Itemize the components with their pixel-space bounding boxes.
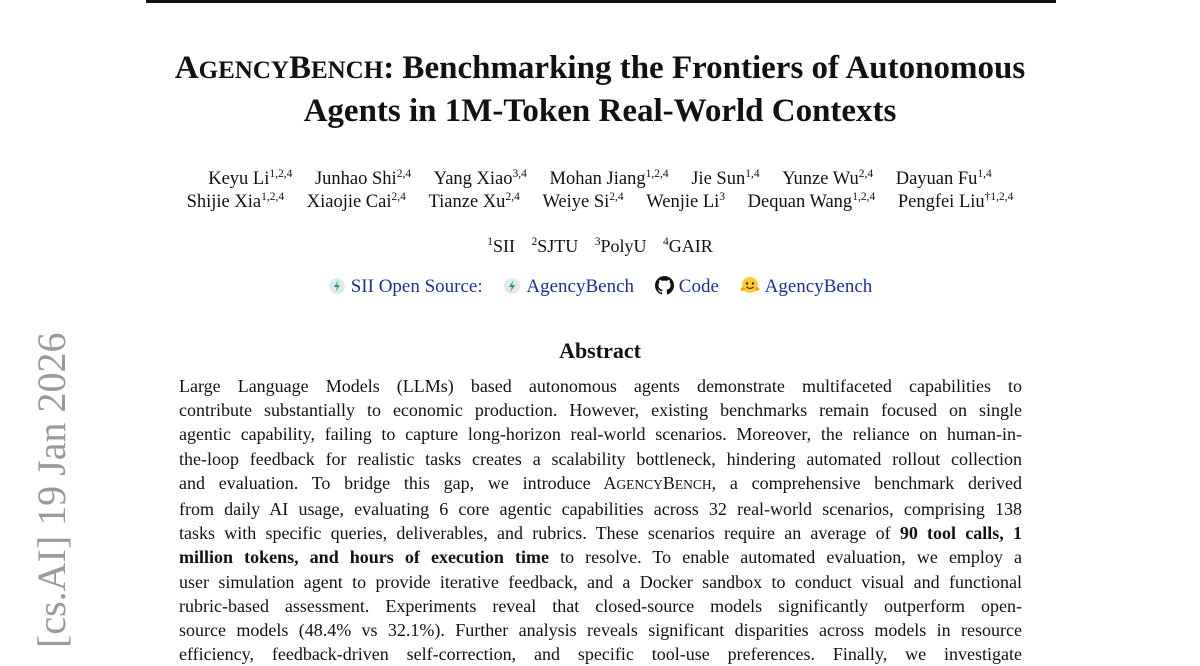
author-list (0, 168, 1200, 214)
abstract-line: efficiency, feedback-driven self-correction, and specific tool-use preferences. Finally, we investigate (179, 644, 1022, 665)
author: Wenjie Li$^3$ (646, 191, 726, 212)
author: Mohan Jiang$^{1,2,4}$ (549, 168, 669, 189)
abstract-line: from daily AI usage, evaluating 6 core agentic capabilities across 32 real-world scenarios, comprising 138 (179, 499, 1022, 520)
author: Keyu Li$^{1,2,4}$ (208, 168, 293, 189)
author: Xiaojie Cai$^{2,4}$ (306, 191, 406, 212)
abstract-line: Large Language Models (LLMs) based autonomous agents demonstrate multifaceted capabilities to (179, 376, 1022, 396)
author: Yunze Wu$^{2,4}$ (782, 168, 874, 189)
affiliation: $^4$GAIR (663, 236, 713, 256)
sii-logo-icon (503, 277, 521, 295)
abstract-line: contribute substantially to economic production. However, existing benchmarks remain focused on single (179, 400, 1022, 421)
abstract-line: rubric-based assessment. Experiments reveal that closed-source models significantly outperform open- (179, 595, 1022, 616)
huggingface-agencybench-link[interactable]: AgencyBench (740, 276, 873, 297)
author: Yang Xiao$^{3,4}$ (433, 168, 527, 189)
title-line-2: Agents in 1M-Token Real-World Contexts (303, 93, 897, 129)
code-link[interactable]: Code (655, 276, 724, 297)
author: Shijie Xia$^{1,2,4}$ (186, 191, 285, 212)
author: Junhao Shi$^{2,4}$ (314, 168, 412, 189)
author: Dayuan Fu$^{1,4}$ (895, 168, 992, 189)
title-name-smallcaps: GENCY (198, 57, 289, 84)
abstract-line: million tokens, and hours of execution time to resolve. To enable automated evaluation, we employ a (179, 547, 1023, 568)
arxiv-stamp: [cs.AI] 19 Jan 2026 (29, 332, 74, 648)
affiliation: $^1$SII (487, 236, 515, 256)
affiliation: $^3$PolyU (594, 236, 647, 256)
author: Pengfei Liu$^{\dagger 1,2,4}$ (897, 191, 1014, 212)
author: Dequan Wang$^{1,2,4}$ (747, 191, 876, 212)
abstract-line: and evaluation. To bridge this gap, we introduce AGENCYBENCH, a comprehensive benchmark derived (179, 472, 1022, 493)
abstract-heading: Abstract (559, 338, 641, 363)
github-icon (655, 276, 674, 295)
author-row-2 (0, 191, 1200, 214)
title-name-char: B (288, 50, 311, 86)
author-row-1 (0, 168, 1200, 191)
author: Weiye Si$^{2,4}$ (542, 191, 624, 212)
affiliations (0, 236, 1200, 257)
abstract-line: source models (48.4% vs 32.1%). Further analysis reveals significant disparities across models in resource (179, 620, 1022, 641)
title-rest: : Benchmarking the Frontiers of Autonomous (383, 50, 1026, 86)
sii-logo-icon (328, 277, 346, 295)
author: Jie Sun$^{1,4}$ (691, 168, 760, 189)
abstract-body (179, 374, 1022, 666)
abstract-line: user simulation agent to provide iterative feedback, and a Docker sandbox to conduct visual and functional (179, 571, 1022, 592)
abstract-line: tasks with specific queries, deliverables, and rubrics. These scenarios require an average of 90 tool calls, 1 (179, 523, 1022, 544)
paper-title (0, 48, 1200, 131)
agencybench-site-link[interactable]: AgencyBench (503, 276, 638, 297)
sii-open-source-link[interactable]: SII Open Source: (328, 276, 488, 297)
title-name-smallcaps: ENCH (310, 57, 384, 84)
huggingface-icon (740, 276, 760, 295)
title-name-char: A (174, 50, 199, 86)
abstract-line: agentic capability, failing to capture long-horizon real-world scenarios. Moreover, the reliance on human-in- (179, 424, 1022, 445)
author: Tianze Xu$^{2,4}$ (428, 191, 520, 212)
affiliation: $^2$SJTU (531, 236, 579, 256)
top-rule (146, 0, 1056, 3)
abstract-line: the-loop feedback for realistic tasks creates a scalability bottleneck, hindering automated rollout collection (179, 448, 1022, 469)
title-line-1 (0, 48, 1200, 91)
resource-links (0, 276, 1200, 298)
